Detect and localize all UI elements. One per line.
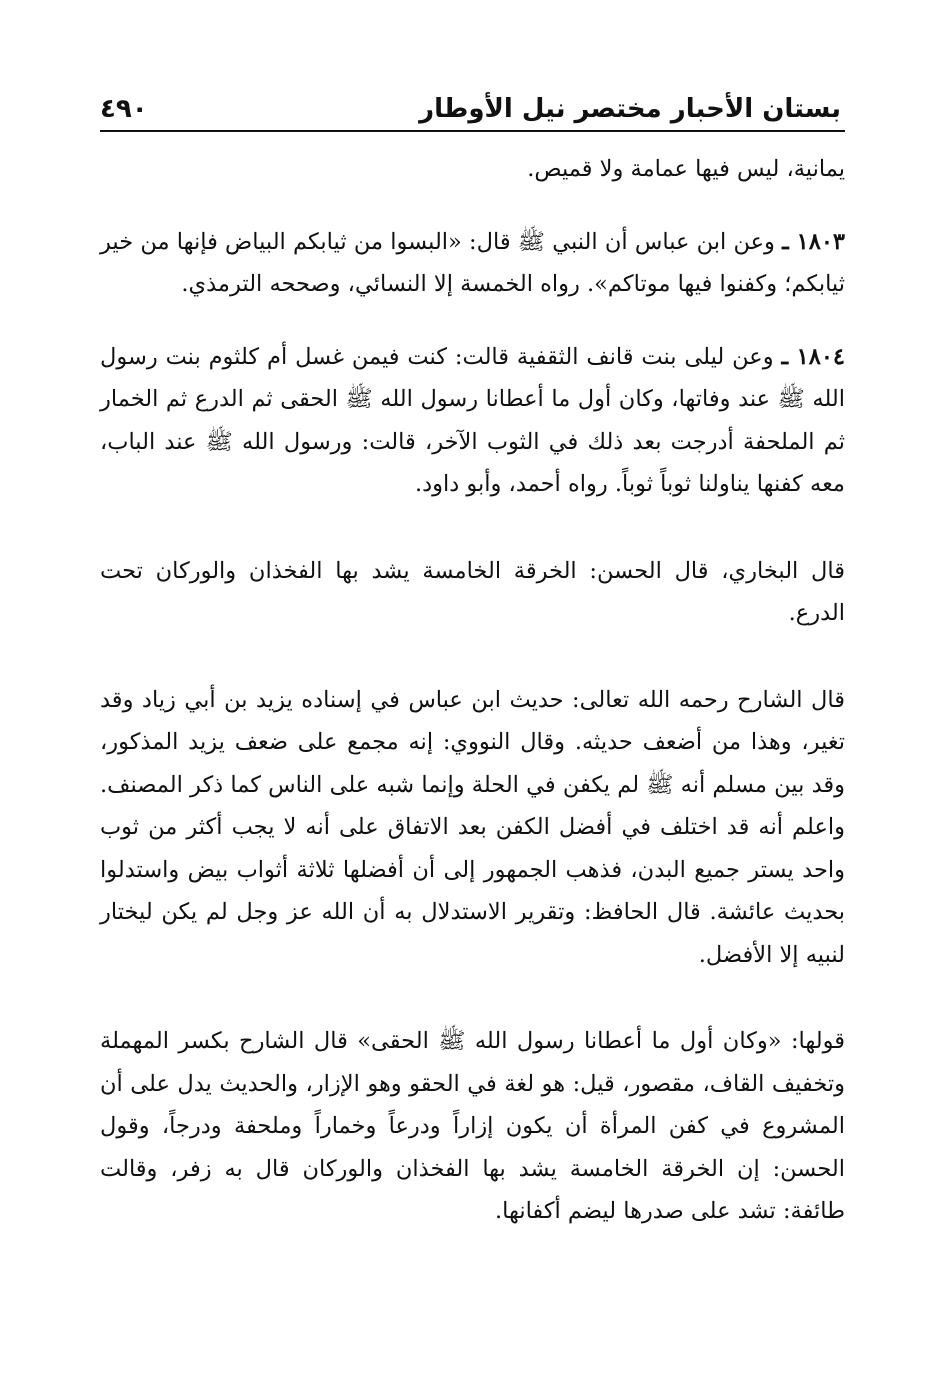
- header-rule: [100, 130, 845, 132]
- hadith-1803: [100, 221, 845, 306]
- paragraph-continuation: [100, 148, 845, 191]
- paragraph-text: يمانية، ليس فيها عمامة ولا قميص.: [527, 156, 845, 182]
- hadith-number: ١٨٠٤ ـ: [781, 343, 845, 370]
- paragraph-text: وعن ليلى بنت قانف الثقفية قالت: كنت فيمن غسل أم كلثوم بنت رسول الله ﷺ عند وفاتها، وكان أول ما أعطانا رسول الله ﷺ الحقى ثم الدرع ثم الخمار ثم الملحفة أدرجت بعد ذلك في الثوب الآخر، قالت: ورسول الله ﷺ عند الباب، معه كفنها يناولنا ثوباً ثوباً. رواه أحمد، وأبو داود.: [100, 343, 845, 497]
- paragraph-text: قال البخاري، قال الحسن: الخرقة الخامسة يشد بها الفخذان والوركان تحت الدرع.: [100, 557, 845, 626]
- paragraph-text: وعن ابن عباس أن النبي ﷺ قال: «البسوا من ثيابكم البياض فإنها من خير ثيابكم؛ وكفنوا فيها موتاكم». رواه الخمسة إلا النسائي، وصححه الترمذي.: [100, 228, 845, 297]
- commentary-paragraph-2: [100, 1020, 845, 1233]
- paragraph-text: قال الشارح رحمه الله تعالى: حديث ابن عباس في إسناده يزيد بن أبي زياد وقد تغير، وهذا من أضعف حديثه. وقال النووي: إنه مجمع على ضعف يزيد المذكور، وقد بين مسلم أنه ﷺ لم يكفن في الحلة وإنما شبه على الناس كما ذكر المصنف. واعلم أنه قد اختلف في أفضل الكفن بعد الاتفاق على أنه لا يجب أكثر من ثوب واحد يستر جميع البدن، فذهب الجمهور إلى أن أفضلها ثلاثة أثواب بيض واستدلوا بحديث عائشة. قال الحافظ: وتقرير الاستدلال به أن الله عز وجل لم يكن ليختار لنبيه إلا الأفضل.: [100, 686, 845, 968]
- book-title: بستان الأحبار مختصر نيل الأوطار: [419, 94, 841, 124]
- hadith-1804: [100, 336, 845, 506]
- commentary-paragraph: [100, 679, 845, 977]
- hadith-number: ١٨٠٣ ـ: [782, 228, 845, 255]
- running-header: [100, 70, 845, 124]
- book-page: [100, 70, 845, 1233]
- paragraph-text: قولها: «وكان أول ما أعطانا رسول الله ﷺ الحقى» قال الشارح بكسر المهملة وتخفيف القاف، مقصور، قيل: هو لغة في الحقو وهو الإزار، والحديث يدل على أن المشروع في كفن المرأة أن يكون إزاراً ودرعاً وخماراً وملحفة ودرجاً، وقول الحسن: إن الخرقة الخامسة يشد بها الفخذان والوركان قال به زفر، وقالت طائفة: تشد على صدرها ليضم أكفانها.: [100, 1028, 845, 1224]
- bukhari-note: [100, 550, 845, 635]
- page-number: ٤٩٠: [100, 94, 148, 124]
